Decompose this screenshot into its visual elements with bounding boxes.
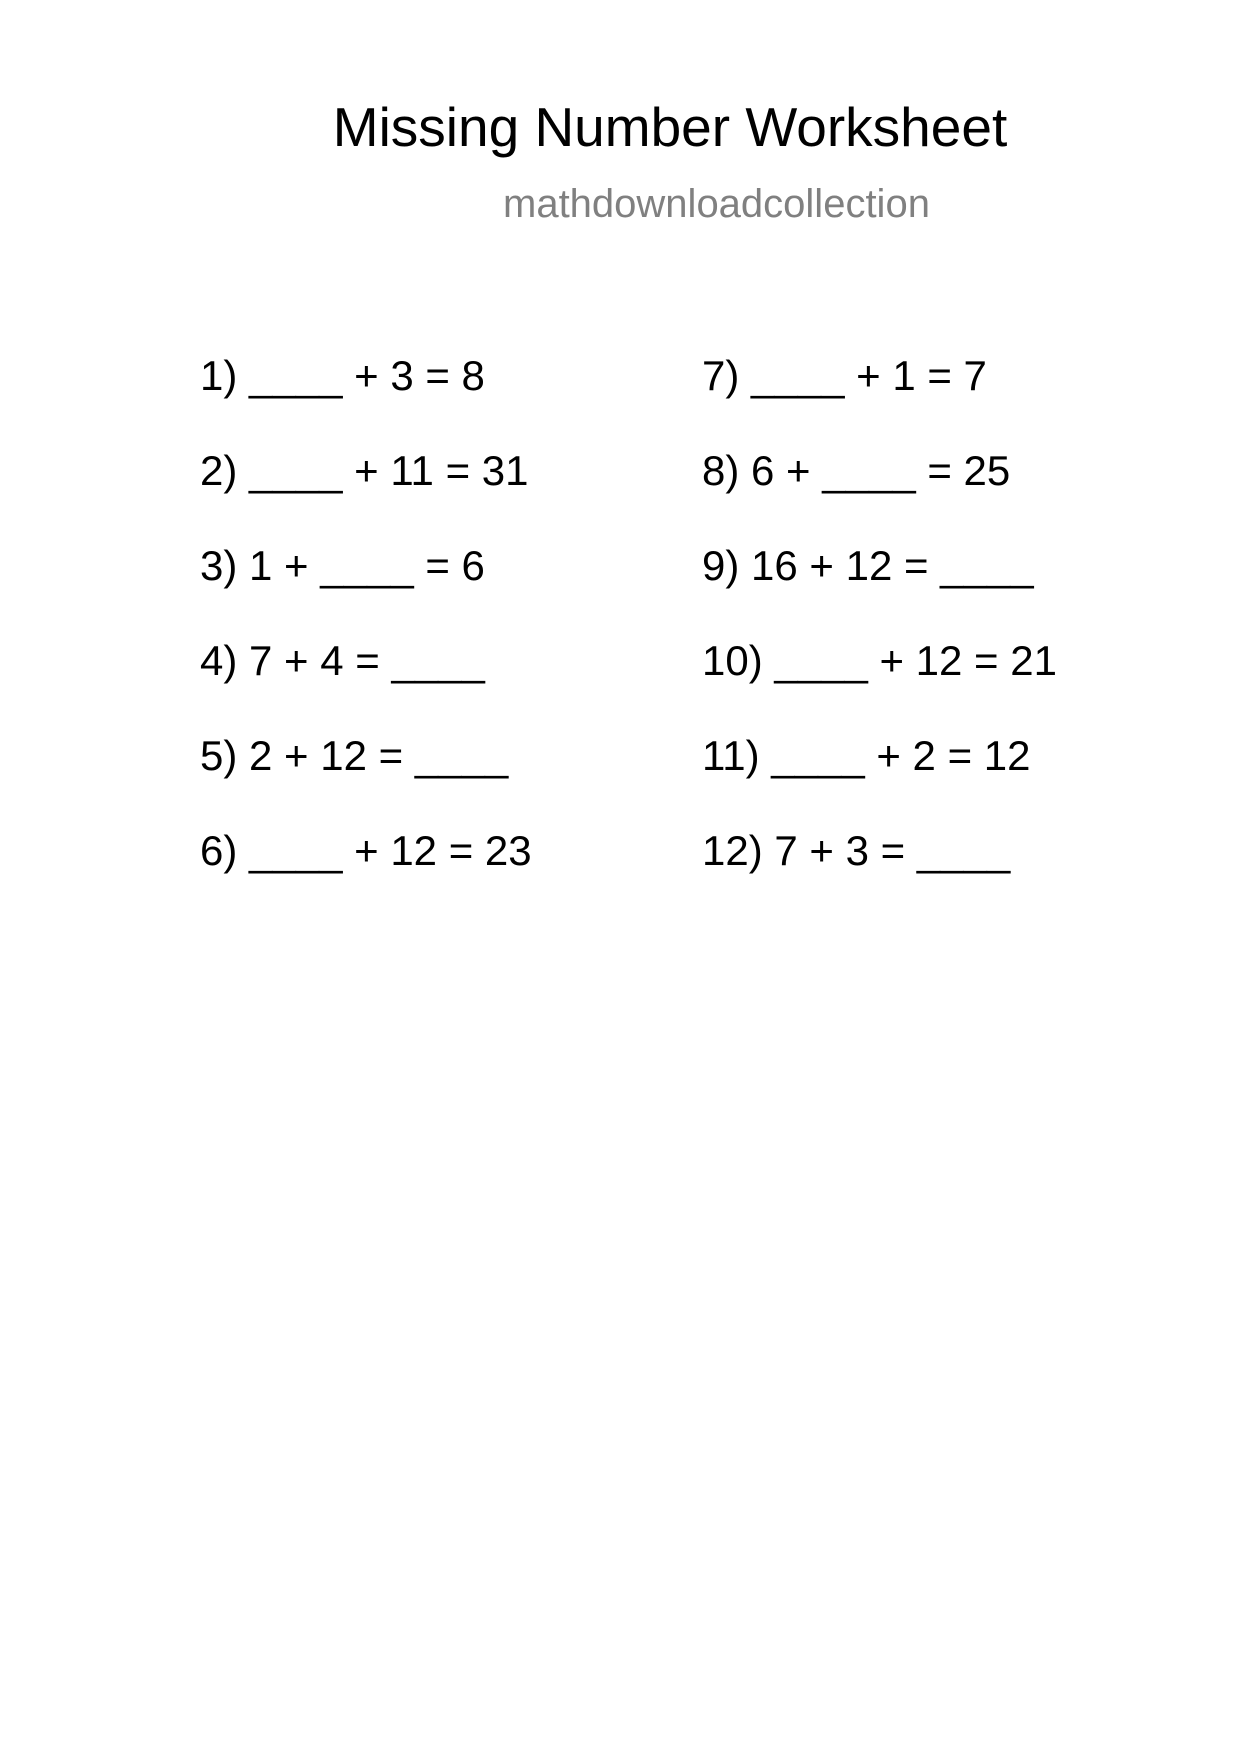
problem-1: 1) ____ + 3 = 8 xyxy=(200,352,485,399)
problems-column-right xyxy=(702,352,1057,922)
problem-9: 9) 16 + 12 = ____ xyxy=(702,542,1034,589)
problem-8: 8) 6 + ____ = 25 xyxy=(702,447,1011,494)
problem-11: 11) ____ + 2 = 12 xyxy=(702,732,1031,779)
page-title: Missing Number Worksheet xyxy=(332,96,1008,158)
problems-column-left xyxy=(200,352,532,922)
page-subtitle: mathdownloadcollection xyxy=(503,182,930,226)
problem-4: 4) 7 + 4 = ____ xyxy=(200,637,485,684)
problem-3: 3) 1 + ____ = 6 xyxy=(200,542,485,589)
problem-12: 12) 7 + 3 = ____ xyxy=(702,827,1011,874)
problem-7: 7) ____ + 1 = 7 xyxy=(702,352,987,399)
problem-2: 2) ____ + 11 = 31 xyxy=(200,447,529,494)
problem-10: 10) ____ + 12 = 21 xyxy=(702,637,1057,684)
problem-6: 6) ____ + 12 = 23 xyxy=(200,827,532,874)
problem-5: 5) 2 + 12 = ____ xyxy=(200,732,509,779)
